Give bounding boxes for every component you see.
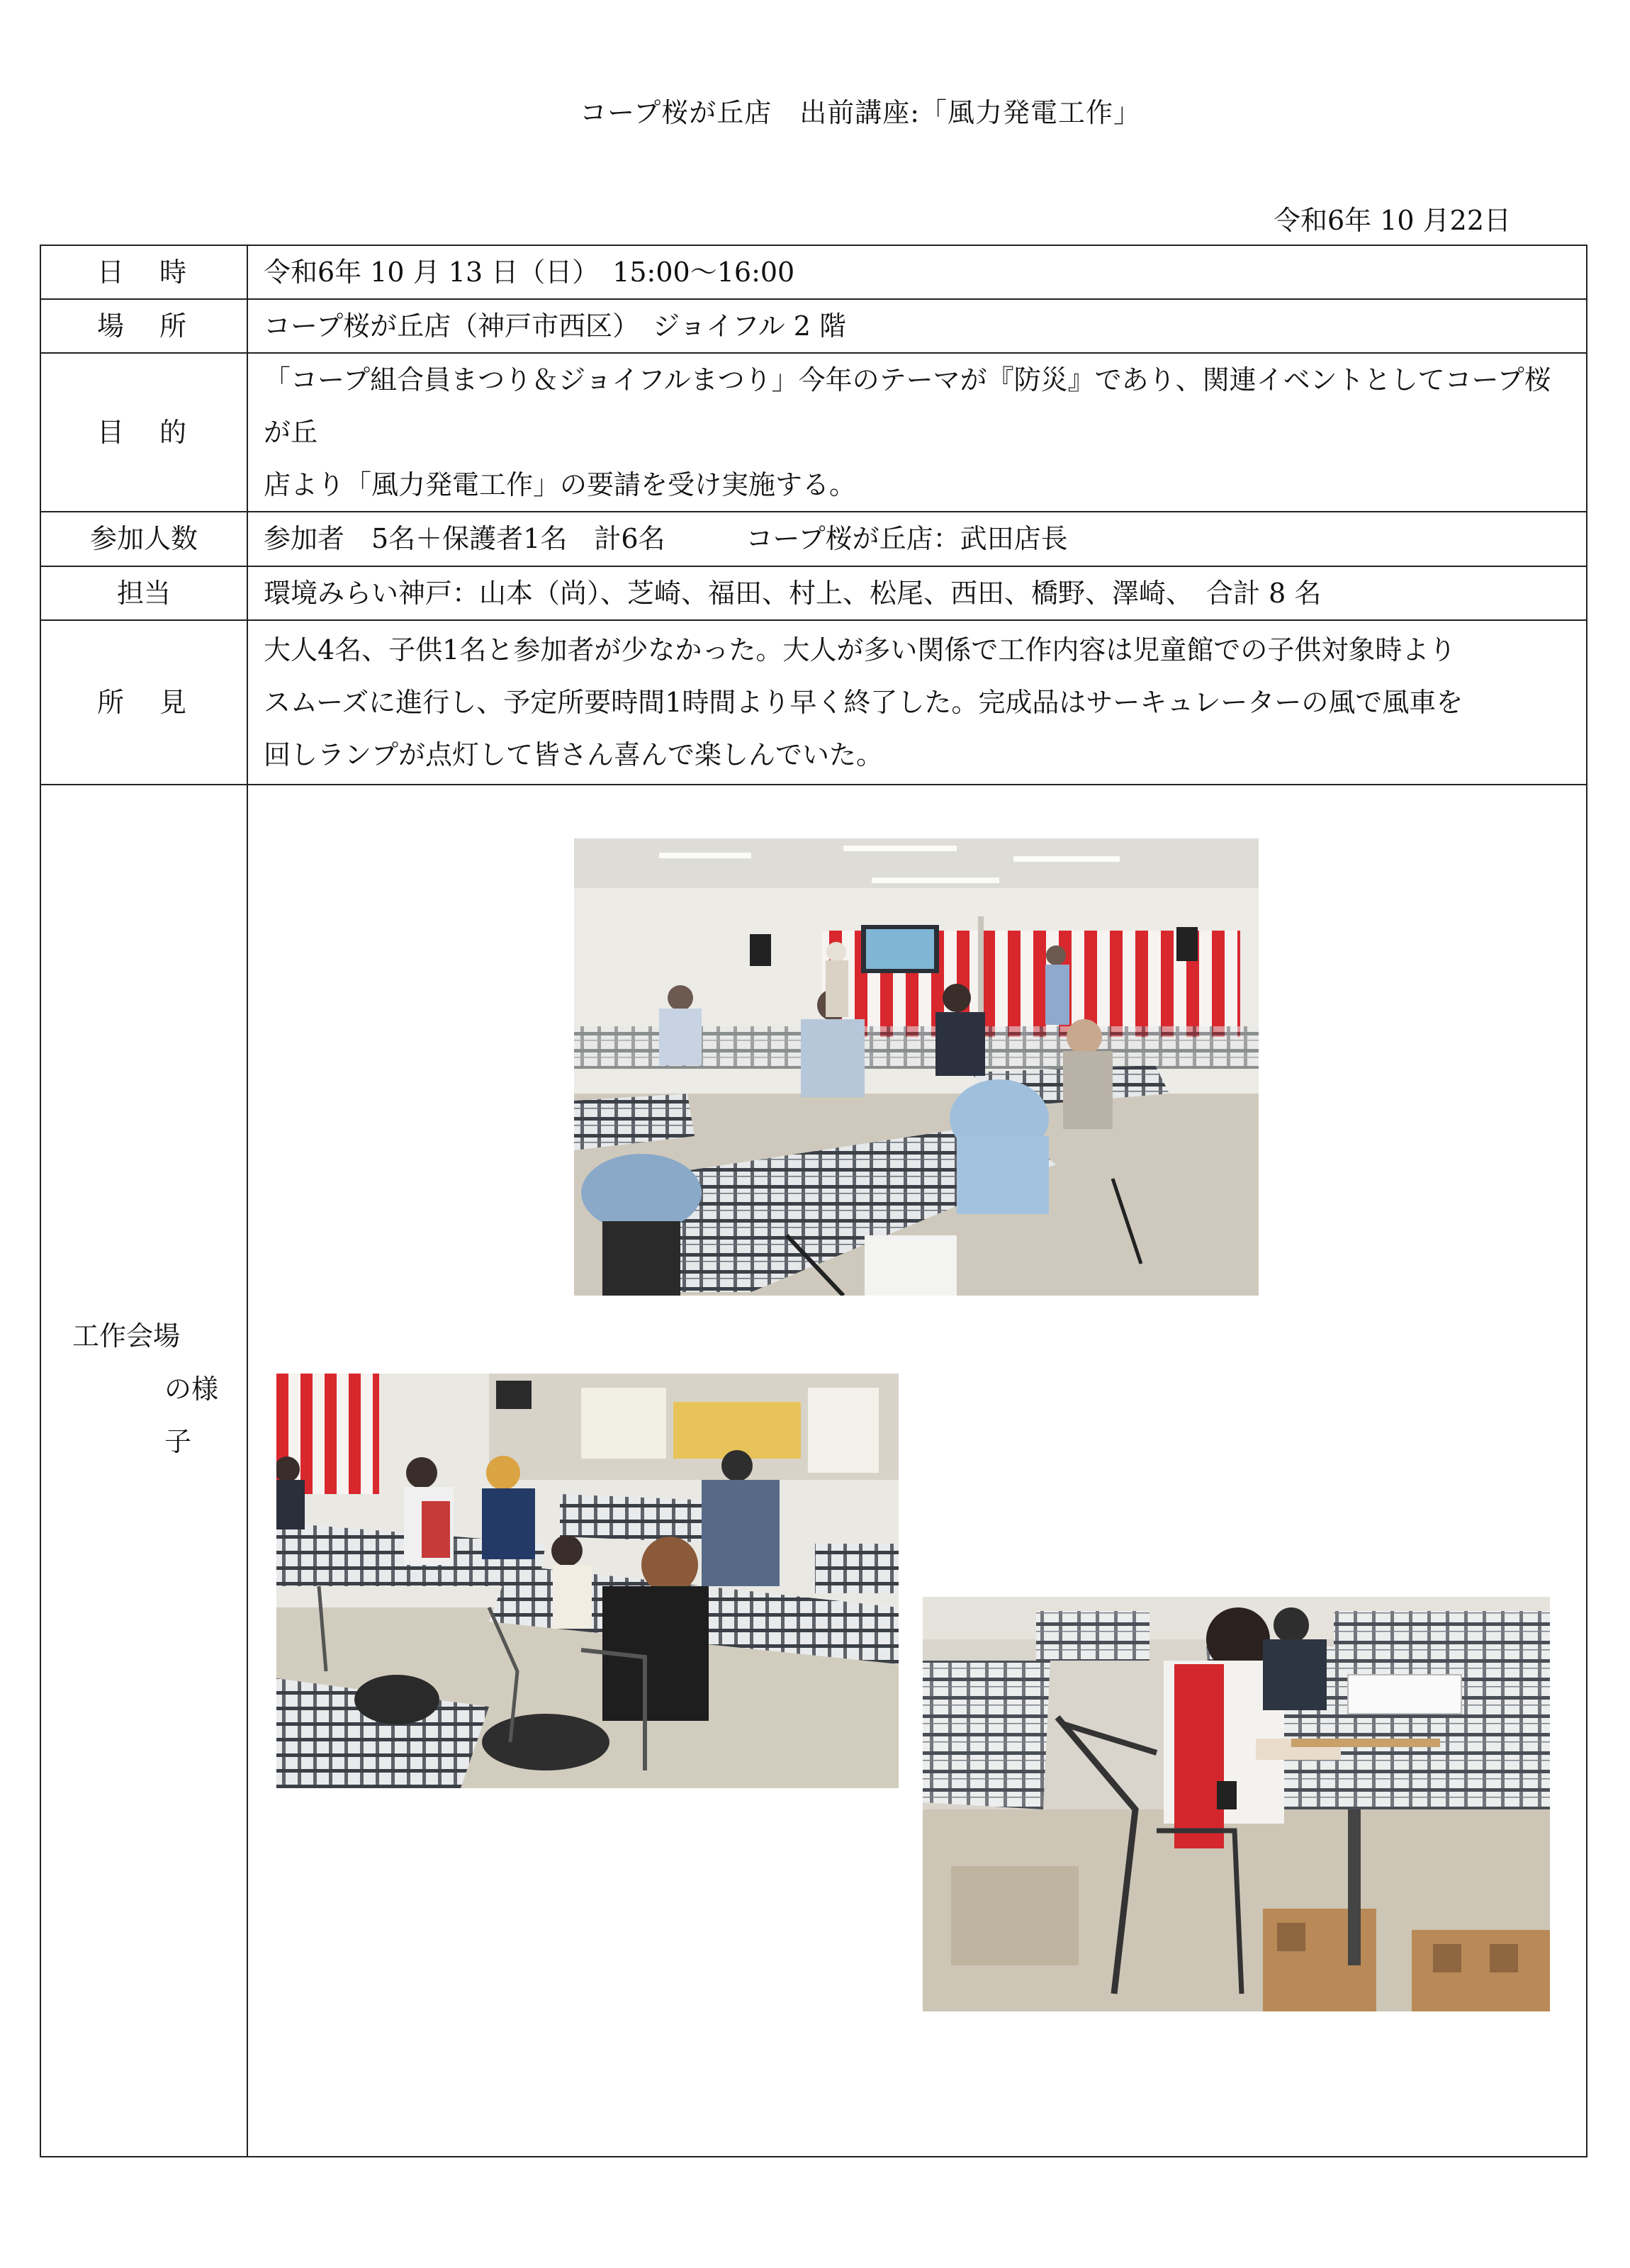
row-photos (40, 785, 1587, 2157)
label-place: 場 所 (40, 299, 247, 353)
label-datetime: 日 時 (40, 245, 247, 299)
value-place: コープ桜が丘店（神戸市西区） ジョイフル 2 階 (247, 299, 1587, 353)
value-purpose (247, 353, 1587, 512)
label-purpose: 目 的 (40, 353, 247, 512)
label-photos (40, 785, 247, 2157)
label-participants: 参加人数 (40, 512, 247, 566)
row-participants (40, 512, 1587, 566)
photo-workshop-tables (276, 1374, 899, 1788)
document-date: 令和6年 10 月22日 (1273, 205, 1511, 236)
photos-cell (247, 785, 1587, 2157)
remarks-line-1: 大人4名、子供1名と参加者が少なかった。大人が多い関係で工作内容は児童館での子供対象時より (264, 634, 1456, 666)
value-participants: 参加者 5名＋保護者1名 計6名 コープ桜が丘店：武田店長 (247, 512, 1587, 566)
remarks-line-3: 回しランプが点灯して皆さん喜んで楽しんでいた。 (264, 739, 884, 770)
row-purpose (40, 353, 1587, 512)
document-title: コープ桜が丘店 出前講座:「風力発電工作」 (580, 97, 1141, 128)
photo-venue-stage (574, 838, 1259, 1296)
row-datetime (40, 245, 1587, 299)
photos-label-line-2: の様子 (164, 1373, 219, 1457)
value-staff: 環境みらい神戸：山本（尚）、芝崎、福田、村上、松尾、西田、橋野、澤崎、 合計 8 名 (247, 566, 1587, 620)
row-place (40, 299, 1587, 353)
purpose-line-1: 「コープ組合員まつり＆ジョイフルまつり」今年のテーマが『防災』であり、関連イベントとしてコープ桜が丘 (264, 364, 1551, 449)
photo-child-crafting (923, 1597, 1550, 2011)
purpose-line-2: 店より「風力発電工作」の要請を受け実施する。 (264, 469, 857, 501)
row-staff (40, 566, 1587, 620)
value-datetime: 令和6年 10 月 13 日（日） 15:00〜16:00 (247, 245, 1587, 299)
label-staff: 担当 (40, 566, 247, 620)
remarks-line-2: スムーズに進行し、予定所要時間1時間より早く終了した。完成品はサーキュレーターの風で風車を (264, 686, 1463, 718)
photos-label-line-1: 工作会場 (72, 1320, 181, 1352)
report-table (40, 245, 1587, 2157)
row-remarks (40, 620, 1587, 785)
label-remarks: 所 見 (40, 620, 247, 785)
value-remarks (247, 620, 1587, 785)
